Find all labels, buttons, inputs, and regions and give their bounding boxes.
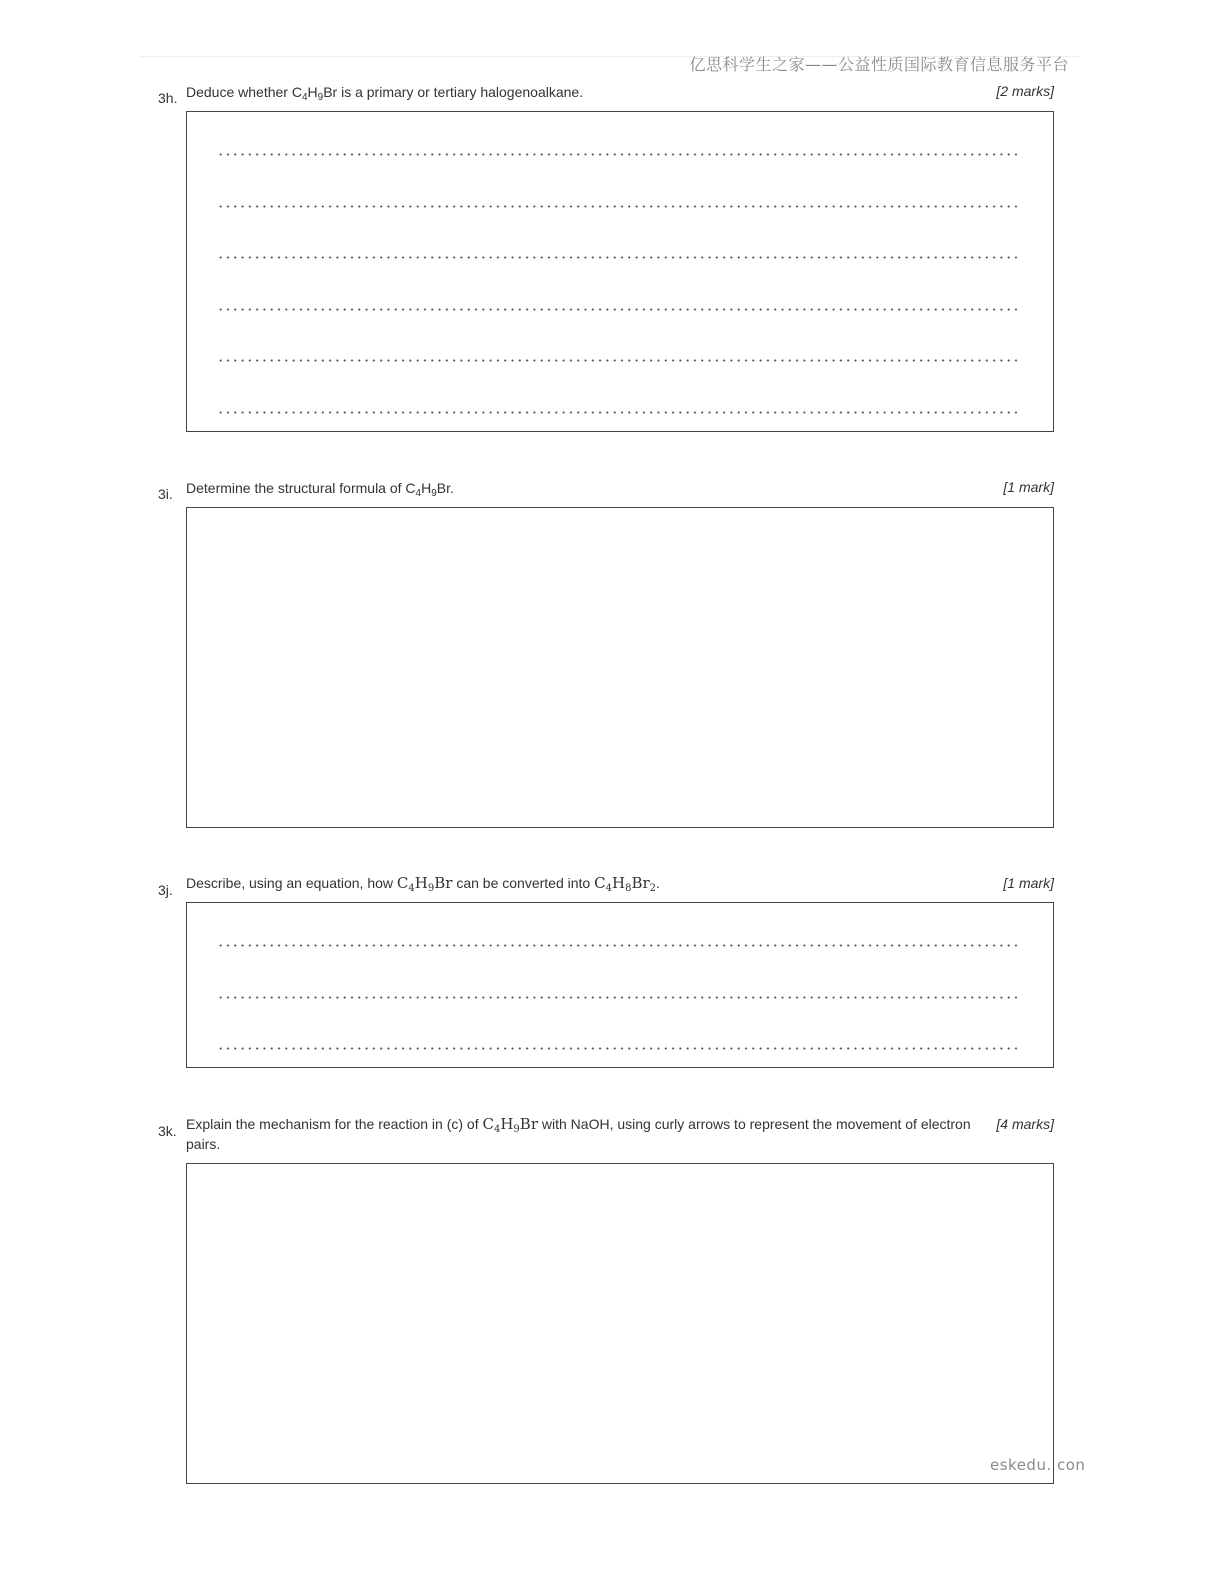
header-watermark: 亿思科学生之家——公益性质国际教育信息服务平台 <box>689 55 1069 74</box>
answer-line <box>217 944 1017 947</box>
question-number: 3k. <box>158 1123 177 1139</box>
answer-line <box>217 1047 1017 1050</box>
answer-line <box>217 411 1017 414</box>
question-text: Determine the structural formula of $C_4H_9Br$. <box>186 480 454 499</box>
answer-line <box>217 359 1017 362</box>
answer-box[interactable] <box>186 507 1054 828</box>
answer-line <box>217 256 1017 259</box>
answer-box[interactable] <box>186 1163 1054 1484</box>
answer-box[interactable] <box>186 902 1054 1068</box>
answer-line <box>217 205 1017 208</box>
answer-box[interactable] <box>186 111 1054 432</box>
question-marks: [1 mark] <box>1003 479 1054 495</box>
question-text: Explain the mechanism for the reaction in (c) of $C_4H_9Br$ with NaOH, using curly arrows to represent the movement of electron pairs. <box>186 1115 971 1152</box>
answer-line <box>217 996 1017 999</box>
question-number: 3j. <box>158 882 173 898</box>
answer-line <box>217 308 1017 311</box>
question-text: Describe, using an equation, how $C_4H_9Br$ can be converted into $C_4H_8Br_2$. <box>186 874 660 894</box>
question-number: 3h. <box>158 90 178 106</box>
question-text: Deduce whether $C_4H_9Br$ is a primary or tertiary halogenoalkane. <box>186 84 584 103</box>
question-marks: [1 mark] <box>1003 875 1054 891</box>
question-marks: [2 marks] <box>996 83 1054 99</box>
footer-watermark: eskedu. con <box>990 1456 1086 1474</box>
answer-line <box>217 153 1017 156</box>
question-marks: [4 marks] <box>996 1116 1054 1132</box>
question-number: 3i. <box>158 486 173 502</box>
